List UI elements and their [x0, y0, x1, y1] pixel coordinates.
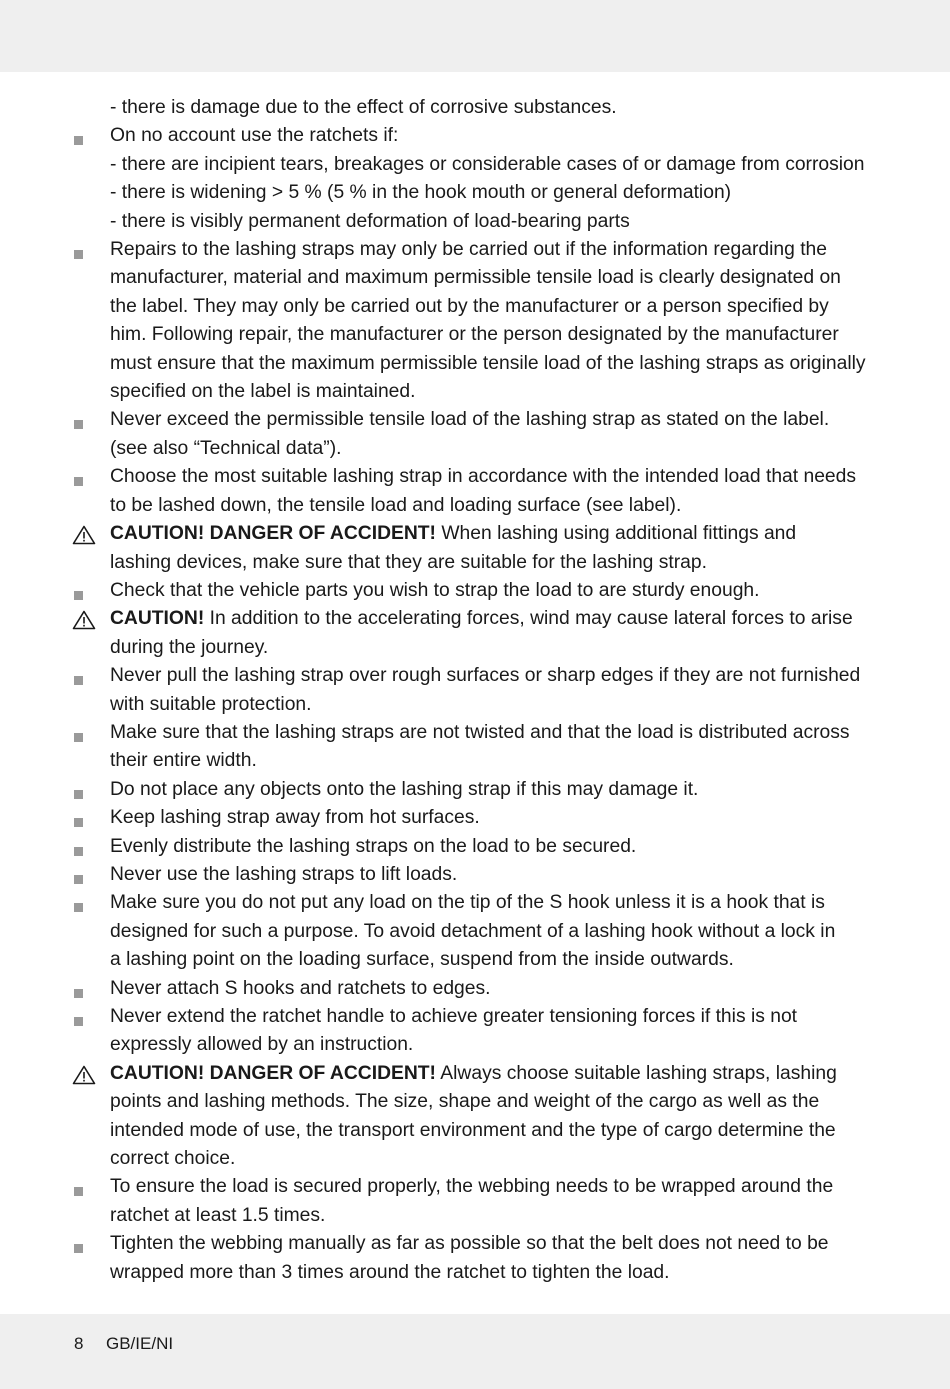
- bullet-square-icon: [72, 719, 102, 747]
- bullet-square-icon: [72, 833, 102, 861]
- text-line: must ensure that the maximum permissible tensile load of the lashing straps as originally: [110, 352, 866, 374]
- text-line: points and lashing methods. The size, shape and weight of the cargo as well as the: [110, 1091, 820, 1113]
- warning-text: When lashing using additional fittings and: [435, 523, 797, 545]
- bullet-square-icon: [72, 1173, 102, 1201]
- text-line: to be lashed down, the tensile load and loading surface (see label).: [110, 494, 682, 516]
- sub-item: [72, 179, 882, 207]
- text-line: manufacturer, material and maximum permissible tensile load is clearly designated on: [110, 267, 841, 289]
- warning-item: [72, 605, 882, 662]
- bullet-item: [72, 889, 882, 974]
- text-line: Tighten the webbing manually as far as possible so that the belt does not need to be: [110, 1233, 829, 1255]
- text-line: Make sure you do not put any load on the tip of the S hook unless it is a hook that is: [110, 892, 825, 914]
- text-line: Choose the most suitable lashing strap in accordance with the intended load that needs: [110, 466, 857, 488]
- text-line: with suitable protection.: [110, 693, 312, 715]
- text-line: designed for such a purpose. To avoid detachment of a lashing hook without a lock in: [110, 920, 836, 942]
- bullet-square-icon: [72, 975, 102, 1003]
- text-line: him. Following repair, the manufacturer or the person designated by the manufacturer: [110, 324, 839, 346]
- bullet-square-icon: [72, 577, 102, 605]
- text-line: Do not place any objects onto the lashing strap if this may damage it.: [110, 778, 699, 800]
- sub-item: [72, 151, 882, 179]
- text-line: - there is damage due to the effect of corrosive substances.: [110, 97, 617, 118]
- region-label: GB/IE/NI: [106, 1334, 174, 1353]
- text-line: [110, 520, 882, 548]
- bullet-item: [72, 577, 882, 605]
- bullet-square-icon: [72, 236, 102, 264]
- page-number: 8: [74, 1334, 84, 1353]
- text-line: Repairs to the lashing straps may only be carried out if the information regarding the: [110, 239, 828, 261]
- bullet-item: [72, 406, 882, 463]
- bullet-item: [72, 1230, 882, 1287]
- text-line: wrapped more than 3 times around the ratchet to tighten the load.: [110, 1261, 670, 1283]
- text-line: Make sure that the lashing straps are not twisted and that the load is distributed across: [110, 721, 850, 743]
- bullet-square-icon: [72, 1003, 102, 1031]
- warning-triangle-icon: [72, 1060, 102, 1088]
- warning-text: Always choose suitable lashing straps, lashing: [435, 1062, 837, 1084]
- text-line: their entire width.: [110, 750, 257, 772]
- text-line: (see also “Technical data”).: [110, 437, 342, 459]
- text-line: lashing devices, make sure that they are suitable for the lashing strap.: [110, 551, 707, 573]
- text-line: Check that the vehicle parts you wish to strap the load to are sturdy enough.: [110, 579, 760, 601]
- bullet-square-icon: [72, 889, 102, 917]
- text-line: Never pull the lashing strap over rough surfaces or sharp edges if they are not furnished: [110, 665, 861, 687]
- warning-item: [72, 520, 882, 577]
- sub-item: [72, 208, 882, 236]
- text-line: Never use the lashing straps to lift loads.: [110, 863, 458, 885]
- warning-text: In addition to the accelerating forces, wind may cause lateral forces to arise: [204, 608, 853, 630]
- bullet-item: [72, 662, 882, 719]
- caution-label: CAUTION! DANGER OF ACCIDENT!: [110, 523, 436, 545]
- text-line: To ensure the load is secured properly, the webbing needs to be wrapped around the: [110, 1176, 834, 1198]
- text-line: intended mode of use, the transport environment and the type of cargo determine the: [110, 1119, 836, 1141]
- text-line: Evenly distribute the lashing straps on the load to be secured.: [110, 835, 637, 857]
- page-footer: [74, 1334, 173, 1354]
- bullet-item: [72, 122, 882, 150]
- bullet-item: [72, 776, 882, 804]
- bullet-square-icon: [72, 1230, 102, 1258]
- bullet-square-icon: [72, 804, 102, 832]
- sub-item: [72, 94, 882, 122]
- text-line: Never attach S hooks and ratchets to edges.: [110, 977, 491, 999]
- bullet-square-icon: [72, 463, 102, 491]
- bullet-item: [72, 463, 882, 520]
- bullet-square-icon: [72, 776, 102, 804]
- bullet-item: [72, 833, 882, 861]
- bullet-item: [72, 1173, 882, 1230]
- bullet-item: [72, 1003, 882, 1060]
- warning-triangle-icon: [72, 605, 102, 633]
- bullet-item: [72, 719, 882, 776]
- text-line: specified on the label is maintained.: [110, 381, 416, 403]
- safety-instructions-list: [72, 94, 882, 1287]
- text-line: expressly allowed by an instruction.: [110, 1034, 414, 1056]
- bullet-item: [72, 804, 882, 832]
- caution-label: CAUTION! DANGER OF ACCIDENT!: [110, 1062, 436, 1084]
- header-band: [0, 0, 950, 72]
- bullet-square-icon: [72, 122, 102, 150]
- bullet-item: [72, 975, 882, 1003]
- warning-item: [72, 1060, 882, 1174]
- text-line: - there is widening > 5 % (5 % in the hook mouth or general deformation): [110, 182, 732, 204]
- text-line: Never exceed the permissible tensile load of the lashing strap as stated on the label.: [110, 409, 830, 431]
- text-line: - there is visibly permanent deformation of load-bearing parts: [110, 210, 630, 232]
- text-line: On no account use the ratchets if:: [110, 125, 399, 147]
- text-line: correct choice.: [110, 1148, 236, 1170]
- warning-triangle-icon: [72, 520, 102, 548]
- text-line: [110, 605, 882, 633]
- text-line: Keep lashing strap away from hot surfaces.: [110, 807, 480, 829]
- text-line: ratchet at least 1.5 times.: [110, 1204, 326, 1226]
- text-line: during the journey.: [110, 636, 269, 658]
- text-line: Never extend the ratchet handle to achieve greater tensioning forces if this is not: [110, 1006, 798, 1027]
- text-line: [110, 1060, 882, 1088]
- text-line: a lashing point on the loading surface, suspend from the inside outwards.: [110, 949, 734, 971]
- text-line: the label. They may only be carried out by the manufacturer or a person specified by: [110, 295, 829, 317]
- text-line: - there are incipient tears, breakages or considerable cases of or damage from corrosion: [110, 153, 865, 175]
- bullet-item: [72, 861, 882, 889]
- bullet-square-icon: [72, 406, 102, 434]
- bullet-item: [72, 236, 882, 406]
- bullet-square-icon: [72, 861, 102, 889]
- bullet-square-icon: [72, 662, 102, 690]
- caution-label: CAUTION!: [110, 608, 205, 630]
